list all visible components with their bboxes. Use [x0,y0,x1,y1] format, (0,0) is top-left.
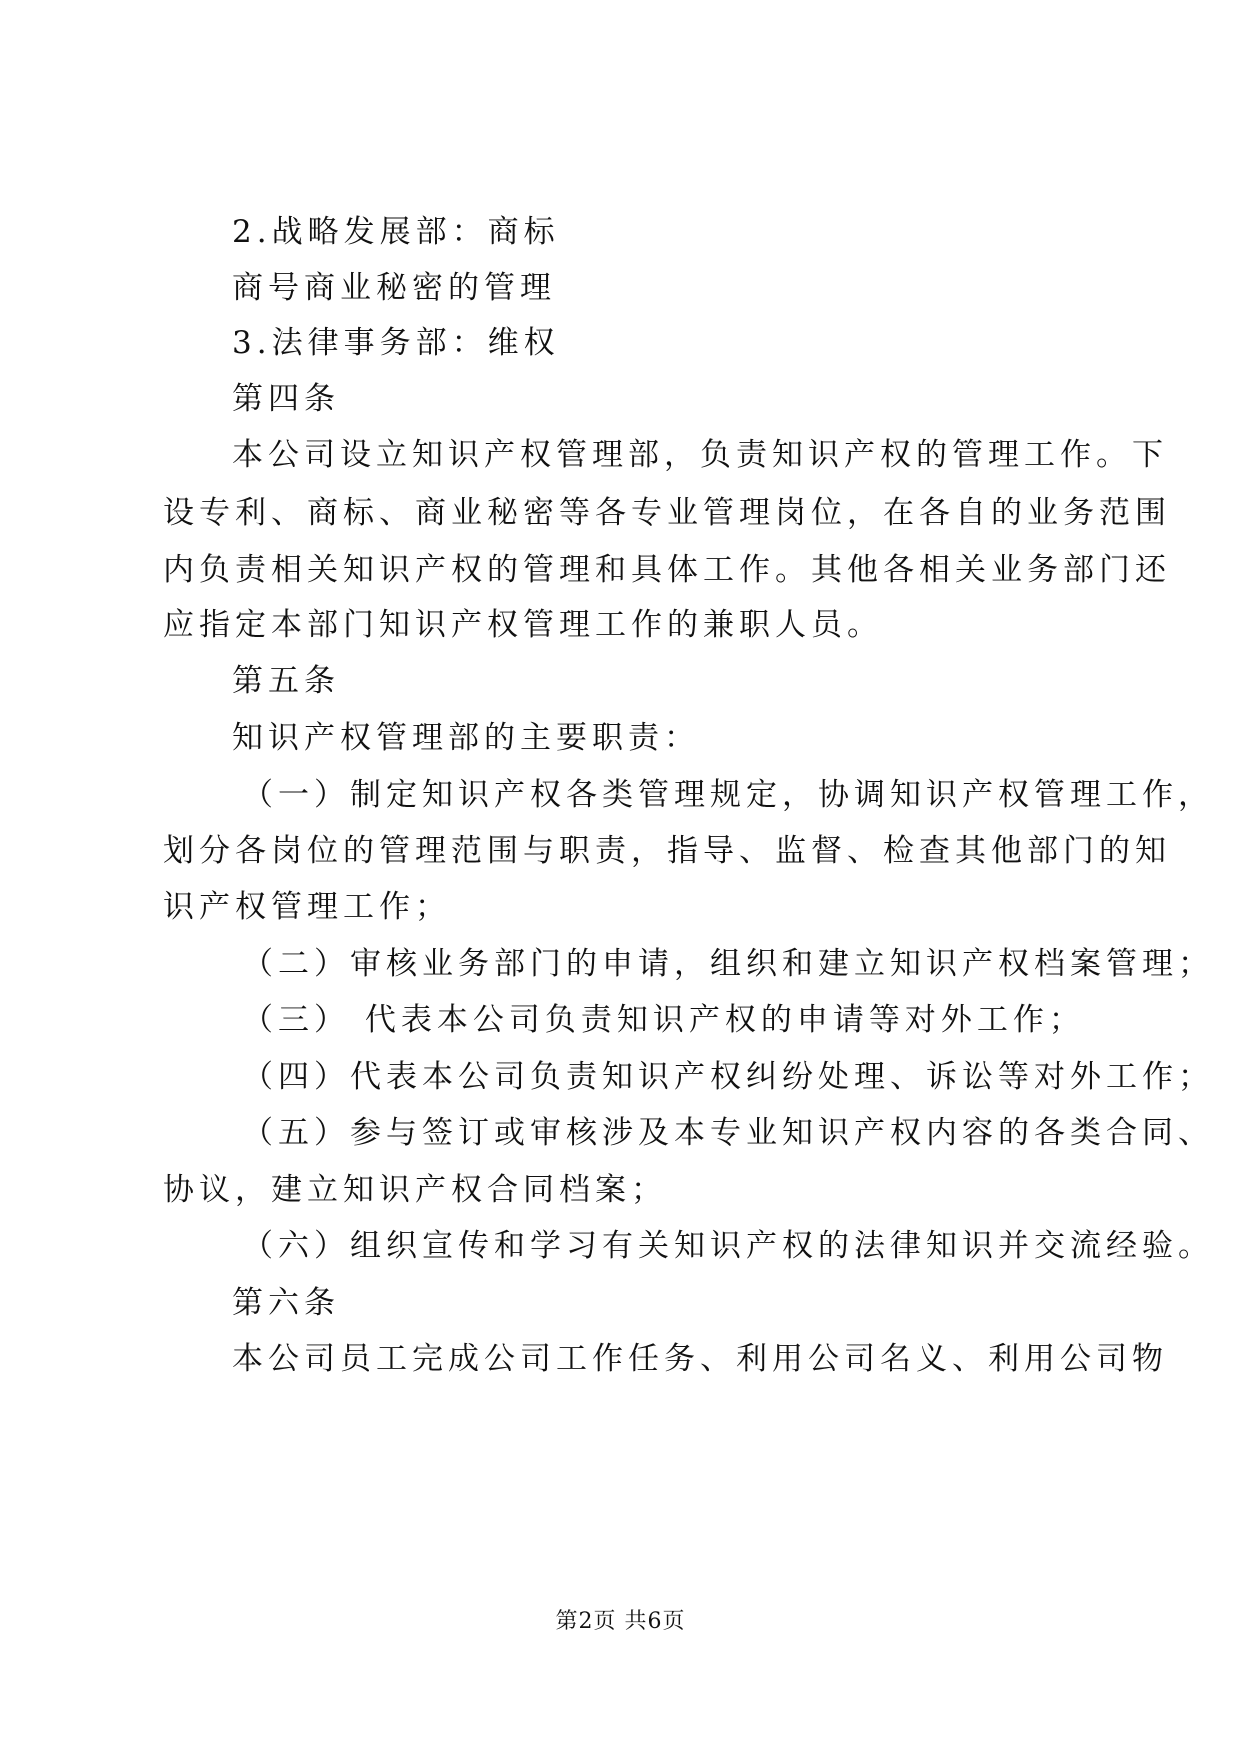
paragraph-line: 知识产权管理部的主要职责： [232,720,700,756]
text-line-3: 3.法律事务部：维权 [232,325,560,361]
text-line-1: 2.战略发展部：商标 [232,214,560,250]
text-line-2: 商号商业秘密的管理 [232,270,556,306]
paragraph-line: 设专利、商标、商业秘密等各专业管理岗位，在各自的业务范围 [163,495,1171,531]
page-number-footer: 第2页 共6页 [555,1609,686,1634]
article-heading-6: 第六条 [232,1285,340,1321]
duty-item-2: （二）审核业务部门的申请，组织和建立知识产权档案管理； [242,946,1214,982]
paragraph-line: 划分各岗位的管理范围与职责，指导、监督、检查其他部门的知 [163,833,1171,869]
duty-item-3: （三） 代表本公司负责知识产权的申请等对外工作； [242,1002,1085,1038]
article-heading-5: 第五条 [232,663,340,699]
paragraph-line: 本公司设立知识产权管理部，负责知识产权的管理工作。下 [232,437,1168,473]
article-heading-4: 第四条 [232,381,340,417]
paragraph-line: 协议，建立知识产权合同档案； [163,1172,667,1208]
paragraph-line: 应指定本部门知识产权管理工作的兼职人员。 [163,607,883,643]
paragraph-line: 本公司员工完成公司工作任务、利用公司名义、利用公司物 [232,1341,1168,1377]
duty-item-4: （四）代表本公司负责知识产权纠纷处理、诉讼等对外工作； [242,1059,1214,1095]
duty-item-1: （一）制定知识产权各类管理规定，协调知识产权管理工作， [242,777,1214,813]
paragraph-line: 内负责相关知识产权的管理和具体工作。其他各相关业务部门还 [163,552,1171,588]
paragraph-line: 识产权管理工作； [163,889,451,925]
duty-item-5: （五）参与签订或审核涉及本专业知识产权内容的各类合同、 [242,1115,1214,1151]
duty-item-6: （六）组织宣传和学习有关知识产权的法律知识并交流经验。 [242,1228,1214,1264]
